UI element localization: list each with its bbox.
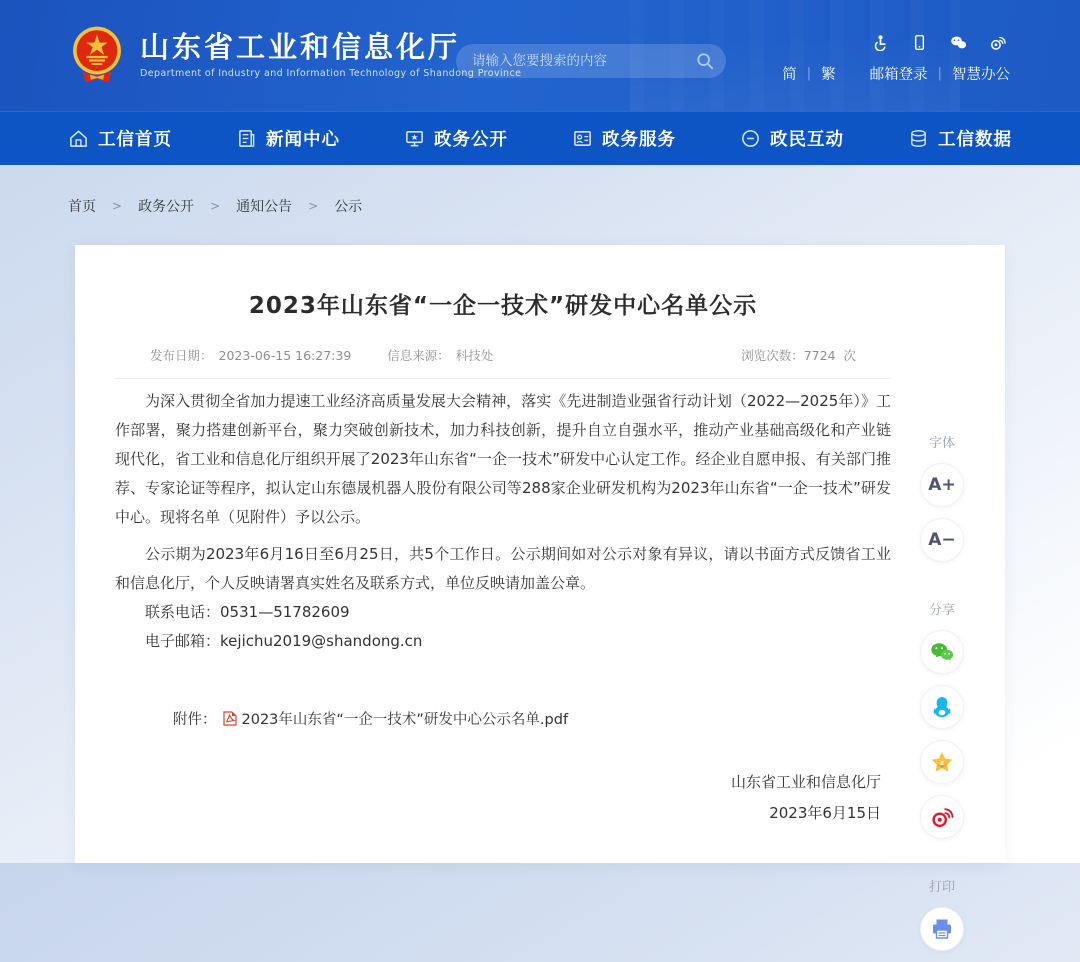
share-qzone-button[interactable] bbox=[920, 740, 964, 784]
share-weibo-button[interactable] bbox=[920, 795, 964, 839]
database-icon bbox=[908, 128, 929, 149]
info-source: 信息来源： 科技处 bbox=[387, 348, 494, 363]
breadcrumb bbox=[68, 196, 362, 216]
monitor-icon bbox=[404, 128, 425, 149]
service-icon bbox=[572, 128, 593, 149]
mobile-icon[interactable] bbox=[911, 34, 928, 51]
nav-item-label: 政务服务 bbox=[602, 130, 676, 150]
nav-item-gov-disclosure[interactable] bbox=[404, 126, 508, 151]
nav-item-label: 政民互动 bbox=[770, 130, 844, 150]
site-header bbox=[0, 0, 1080, 111]
contact-email: 电子邮箱：kejichu2019@shandong.cn bbox=[145, 632, 423, 650]
news-icon bbox=[236, 128, 257, 149]
page-title: 2023年山东省“一企一技术”研发中心名单公示 bbox=[248, 293, 758, 319]
nav-item-label: 政务公开 bbox=[434, 130, 508, 150]
font-size-label: 字体 bbox=[928, 436, 955, 451]
qzone-share-icon bbox=[930, 750, 954, 774]
nav-item-home[interactable] bbox=[68, 126, 172, 151]
attachment-link[interactable]: 2023年山东省“一企一技术”研发中心公示名单.pdf bbox=[241, 712, 569, 728]
quick-links-separator: | bbox=[937, 66, 942, 81]
breadcrumb-gov-disclosure[interactable]: 政务公开 bbox=[138, 199, 195, 215]
signature-agency: 山东省工业和信息化厅 bbox=[730, 773, 881, 791]
article-meta bbox=[150, 346, 856, 364]
nav-item-label: 新闻中心 bbox=[266, 130, 340, 150]
interact-icon bbox=[740, 128, 761, 149]
svg-text:z: z bbox=[940, 759, 945, 767]
quick-icons-row bbox=[782, 34, 1010, 51]
search-icon[interactable] bbox=[696, 52, 714, 70]
mail-login-link[interactable]: 邮箱登录 bbox=[869, 67, 928, 83]
article-body bbox=[115, 387, 891, 656]
search-box bbox=[456, 44, 726, 78]
font-decrease-button[interactable]: A− bbox=[920, 518, 964, 562]
nav-item-news[interactable] bbox=[236, 126, 340, 151]
lang-traditional-link[interactable]: 繁 bbox=[821, 67, 836, 83]
meta-divider bbox=[115, 378, 891, 379]
share-label: 分享 bbox=[928, 603, 955, 618]
article-paragraph: 公示期为2023年6月16日至6月25日，共5个工作日。公示期间如对公示对象有异议，请以书面方式反馈省工业和信息化厅，个人反映请署真实姓名及联系方式，单位反映请加盖公章。 bbox=[115, 545, 891, 592]
article bbox=[115, 245, 891, 829]
print-label: 打印 bbox=[928, 880, 955, 895]
article-meta-left bbox=[150, 346, 505, 364]
article-paragraph: 为深入贯彻全省加力提速工业经济高质量发展大会精神，落实《先进制造业强省行动计划（2022—2025年）》工作部署，聚力搭建创新平台，聚力突破创新技术，加力科技创新，提升自立自强水平，推动产业基础高级化和产业链现代化，省工业和信息化厅组织开展了2023年山东省“一企一技术”研发中心认定工作。经企业自愿申报、有关部门推荐、专家论证等程序，拟认定山东德晟机器人股份有限公司等288家企业研发机构为2023年山东省“一企一技术”研发中心。现将名单（见附件）予以公示。 bbox=[115, 392, 891, 526]
signature-date: 2023年6月15日 bbox=[769, 804, 881, 822]
share-wechat-button[interactable] bbox=[920, 630, 964, 674]
contact-phone: 联系电话：0531—51782609 bbox=[145, 603, 350, 621]
breadcrumb-publicity[interactable]: 公示 bbox=[334, 199, 363, 215]
agency-name: 山东省工业和信息化厅 bbox=[140, 29, 461, 64]
wechat-share-icon bbox=[930, 640, 954, 664]
smart-office-link[interactable]: 智慧办公 bbox=[952, 67, 1010, 83]
nav-item-data[interactable] bbox=[908, 126, 1012, 151]
nav-item-label: 工信首页 bbox=[98, 130, 172, 150]
weibo-icon[interactable] bbox=[989, 34, 1006, 51]
header-quick-area bbox=[782, 34, 1010, 84]
qq-share-icon bbox=[930, 695, 954, 719]
attachment-row bbox=[173, 708, 891, 729]
nav-item-label: 工信数据 bbox=[938, 130, 1012, 150]
lang-simplified-link[interactable]: 简 bbox=[782, 67, 797, 83]
accessibility-icon[interactable] bbox=[872, 34, 889, 51]
nav-item-gov-services[interactable] bbox=[572, 126, 676, 151]
tools-sidebar bbox=[912, 432, 972, 962]
quick-links-separator: | bbox=[806, 66, 812, 81]
breadcrumb-separator: > bbox=[210, 199, 221, 213]
font-increase-button[interactable]: A+ bbox=[920, 463, 964, 507]
agency-name-en: Department of Industry and Information Technology of Shandong Province bbox=[140, 68, 522, 80]
publish-date: 发布日期： 2023-06-15 16:27:39 bbox=[150, 348, 352, 363]
search-input[interactable] bbox=[472, 53, 696, 69]
main-navigation bbox=[0, 111, 1080, 165]
wechat-icon[interactable] bbox=[950, 34, 967, 51]
quick-links-row bbox=[782, 63, 1010, 84]
signature-block bbox=[115, 767, 891, 829]
national-emblem-icon bbox=[68, 24, 126, 86]
breadcrumb-notices[interactable]: 通知公告 bbox=[236, 199, 293, 215]
article-card bbox=[75, 245, 1005, 863]
breadcrumb-separator: > bbox=[112, 199, 123, 213]
weibo-share-icon bbox=[930, 805, 954, 829]
print-button[interactable] bbox=[920, 907, 964, 951]
breadcrumb-home[interactable]: 首页 bbox=[68, 199, 96, 215]
share-qq-button[interactable] bbox=[920, 685, 964, 729]
site-logo[interactable] bbox=[68, 24, 521, 86]
attachment-label: 附件： bbox=[173, 712, 217, 728]
pdf-icon bbox=[223, 711, 237, 726]
breadcrumb-separator: > bbox=[308, 199, 319, 213]
view-count: 浏览次数：7724 次 bbox=[741, 348, 856, 363]
nav-item-interaction[interactable] bbox=[740, 126, 844, 151]
printer-icon bbox=[930, 917, 954, 941]
home-icon bbox=[68, 128, 89, 149]
